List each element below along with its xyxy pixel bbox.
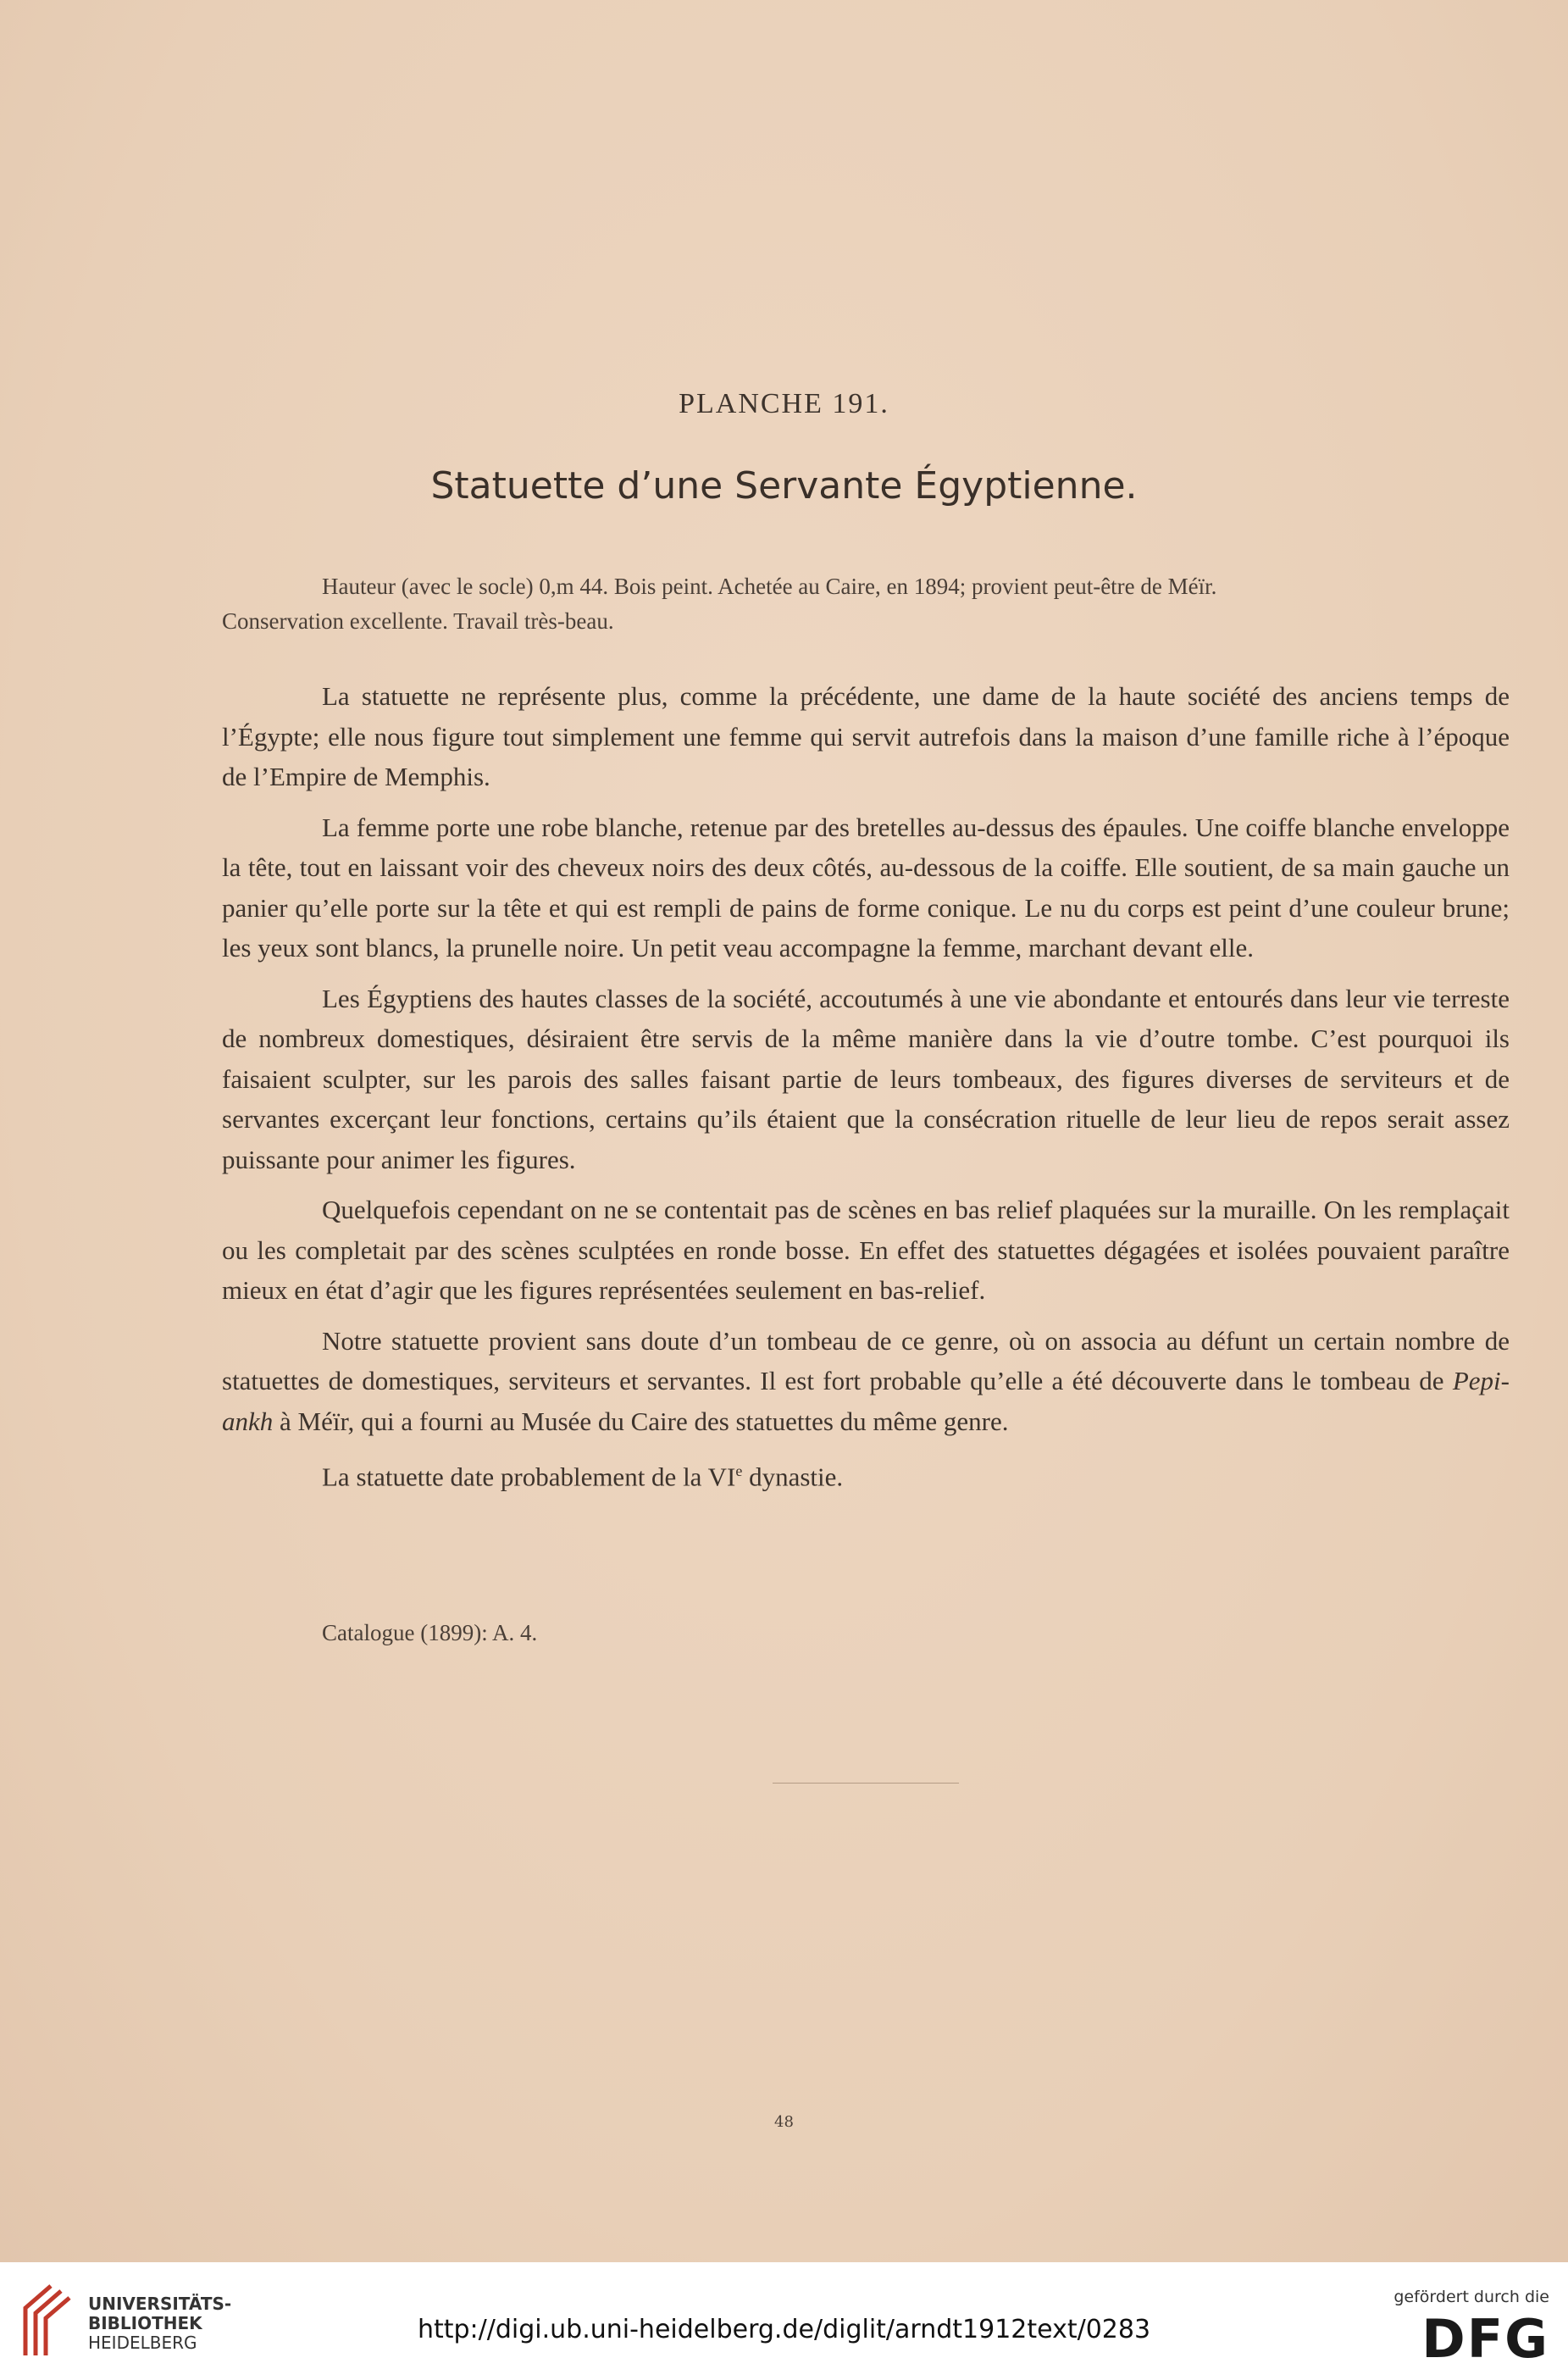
library-name-line: UNIVERSITÄTS-	[88, 2294, 232, 2314]
paragraph-text: dynastie.	[742, 1462, 844, 1492]
dfg-logo[interactable]: DFG	[1421, 2308, 1549, 2370]
tomb-name: Pepi-ankh	[222, 1366, 1510, 1436]
library-name-line: HEIDELBERG	[88, 2333, 197, 2353]
document-url-link[interactable]: http://digi.ub.uni-heidelberg.de/diglit/arndt1912text/0283	[417, 2315, 1151, 2344]
page-title: Statuette d’une Servante Égyptienne.	[430, 464, 1138, 508]
footer-bar	[0, 2262, 1568, 2380]
object-metadata	[222, 569, 1510, 639]
page-number: 48	[774, 2113, 794, 2131]
catalogue-reference: Catalogue (1899): A. 4.	[322, 1620, 538, 1645]
metadata-line-1: Hauteur (avec le socle) 0,m 44. Bois peint. Achetée au Caire, en 1894; provient peut-être de Méïr.	[322, 574, 1217, 599]
metadata-line-2: Conservation excellente. Travail très-beau.	[222, 608, 614, 634]
library-name-line: BIBLIOTHEK	[88, 2313, 202, 2333]
paragraph-text: La statuette date probablement de la VI	[322, 1462, 736, 1492]
paragraph: La femme porte une robe blanche, retenue par des bretelles au-dessus des épaules. Une coiffe blanche enveloppe la tête, tout en laissant voir des cheveux noirs des deux côtés, au-dessous de la coiffe. Elle soutient, de sa main gauche un panier qu’elle porte sur la tête et qui est rempli de pains de forme conique. Le nu du corps est peint d’une couleur brune; les yeux sont blancs, la prunelle noire. Un petit veau accompagne la femme, marchant devant elle.	[222, 812, 1510, 963]
paragraph	[222, 1321, 1510, 1442]
paragraph: Quelquefois cependant on ne se contentait pas de scènes en bas relief plaquées sur la muraille. On les remplaçait ou les completait par des scènes sculptées en ronde bosse. En effet des statuettes dégagées et isolées pouvaient paraître mieux en état d’agir que les figures représentées seulement en bas-relief.	[222, 1195, 1510, 1305]
body-text	[222, 676, 1510, 1507]
paragraph-text: Notre statuette provient sans doute d’un tombeau de ce genre, où on associa au défunt un certain nombre de statuettes de domestiques, serviteurs et servantes. Il est fort probable qu’elle a été découverte dans le tombeau de	[222, 1325, 1510, 1395]
divider	[773, 1783, 959, 1784]
paragraph: Les Égyptiens des hautes classes de la société, accoutumés à une vie abondante et entourés dans leur vie terreste de nombreux domestiques, désiraient être servis de la même manière dans la vie d’outre tombe. C’est pourquoi ils faisaient sculpter, sur les parois des salles faisant partie de leurs tombeaux, des figures diverses de serviteurs et de servantes excerçant leur fonctions, certains qu’ils étaient que la consécration rituelle de leur lieu de repos serait assez puissante pour animer les figures.	[222, 983, 1510, 1174]
superscript: e	[735, 1462, 743, 1479]
paragraph: La statuette ne représente plus, comme la précédente, une dame de la haute société des anciens temps de l’Égypte; elle nous figure tout simplement une femme qui servit autrefois dans la maison d’une famille riche à l’époque de l’Empire de Memphis.	[222, 681, 1510, 791]
paragraph-text: à Méïr, qui a fourni au Musée du Caire des statuettes du même genre.	[273, 1406, 1009, 1436]
plate-number: PLANCHE 191.	[679, 388, 889, 419]
funder-label: gefördert durch die	[1393, 2288, 1549, 2306]
paragraph	[222, 1451, 1510, 1497]
